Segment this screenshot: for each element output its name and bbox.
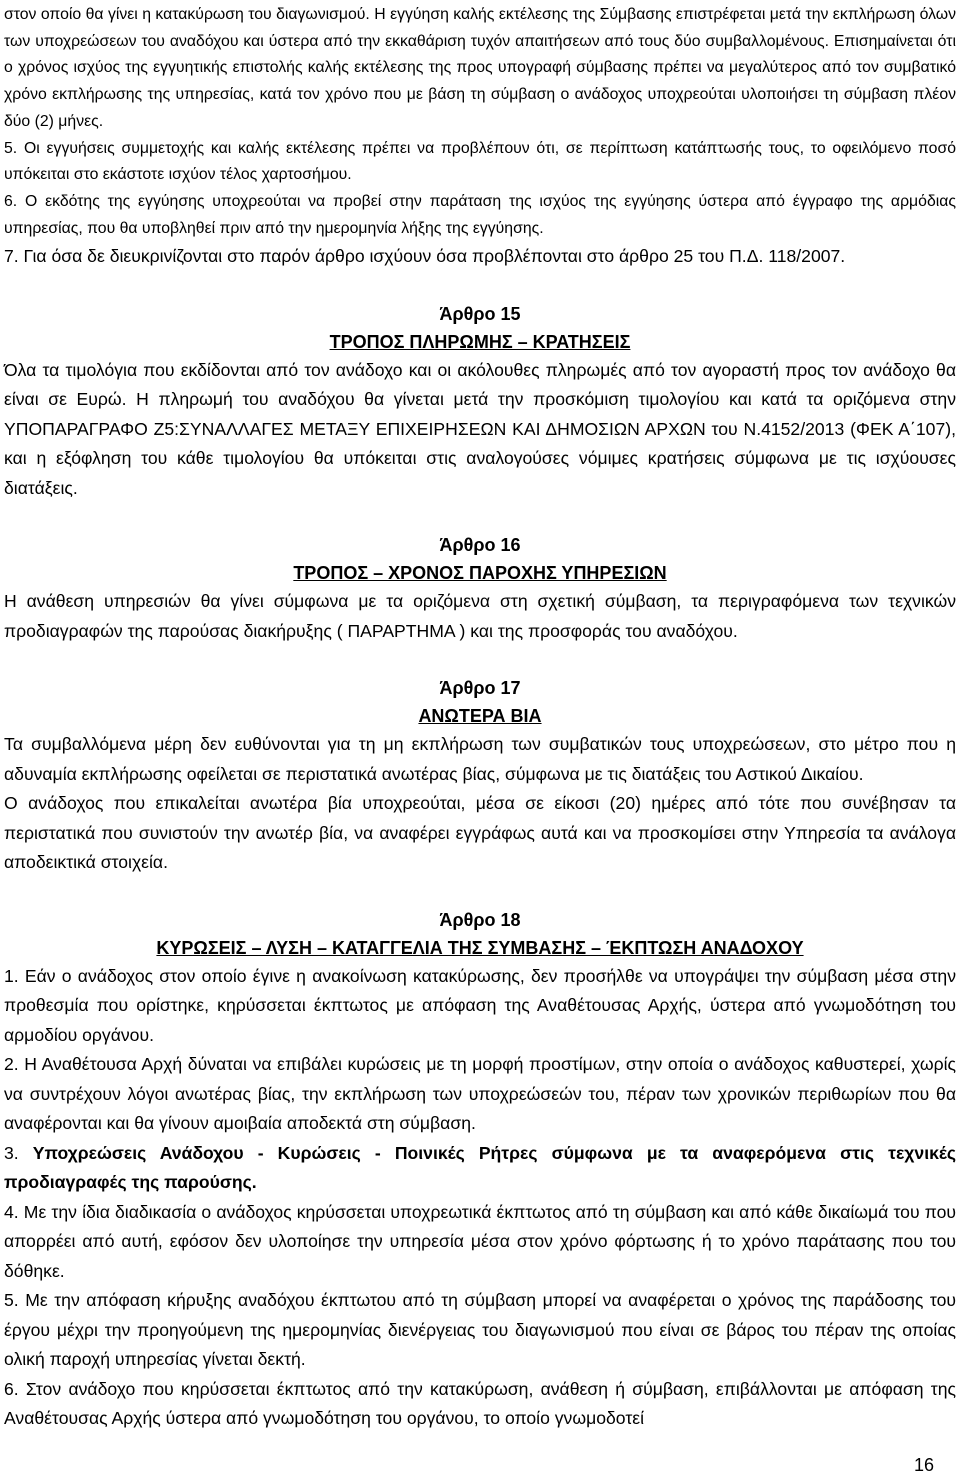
paragraph: στον οποίο θα γίνει η κατακύρωση του διαγωνισμού. Η εγγύηση καλής εκτέλεσης της Σύμβασης επιστρέφεται μετά την εκπλήρωση όλων των υποχρεώσεων του αναδόχου και ύστερα από την εκκαθάριση τυχόν απαιτήσεων από τους δύο συμβαλλομένους. Επισημαίνεται ότι ο χρόνος ισχύος της εγγυητικής επιστολής καλής εκτέλεσης της προς υπογραφή σύμβασης πρέπει να μεγαλύτερος από τον συμβατικό χρόνο εκπλήρωσης της υπηρεσίας, κατά τον χρόνο που με βάση τη σύμβαση ο ανάδοχος υποχρεούται υλοποιήσει τη σύμβαση πλέον δύο (2) μήνες. xyxy=(4,6,956,130)
article-number: Άρθρο 16 xyxy=(439,535,521,556)
paragraph: 7. Για όσα δε διευκρινίζονται στο παρόν άρθρο ισχύουν όσα προβλέπονται στο άρθρο 25 του Π.Δ. 118/2007. xyxy=(4,246,846,267)
paragraph: 4. Με την ίδια διαδικασία ο ανάδοχος κηρύσσεται υποχρεωτικά έκπτωτος από τη σύμβαση και από κάθε δικαίωμά του που απορρέει από αυτή, εφόσον δεν υλοποίησε την υπηρεσία μέσα στον χρόνο φόρτωσης ή το χρόνο παράτασης που του δόθηκε. xyxy=(4,1201,956,1281)
item-number: 3. xyxy=(4,1142,33,1163)
article-number: Άρθρο 17 xyxy=(439,678,521,699)
paragraph: 2. Η Αναθέτουσα Αρχή δύναται να επιβάλει κυρώσεις με τη μορφή προστίμων, στην οποία ο ανάδοχος καθυστερεί, χωρίς να συντρέχουν λόγοι ανωτέρας βίας, την εκπλήρωση των υποχρεώσεών του, πέραν των χρονικών περιθωρίων που θα αναφέρονται και θα γίνουν αμοιβαία αποδεκτά στη σύμβαση. xyxy=(4,1054,956,1134)
article-title: ΑΝΩΤΕΡΑ ΒΙΑ xyxy=(418,706,542,727)
paragraph: 6. Στον ανάδοχο που κηρύσσεται έκπτωτος από την κατακύρωση, ανάθεση ή σύμβαση, επιβάλλονται με απόφαση της Αναθέτουσας Αρχής ύστερα από γνωμοδότηση του οργάνου, το οποίο γνωμοδοτεί xyxy=(4,1378,956,1429)
paragraph: Τα συμβαλλόμενα μέρη δεν ευθύνονται για τη μη εκπλήρωση των συμβατικών τους υποχρεώσεων, στο μέτρο που η αδυναμία εκπλήρωσης οφείλεται σε περιστατικά ανωτέρας βίας, σύμφωνα με τις διατάξεις του Αστικού Δικαίου. xyxy=(4,734,956,784)
article-number: Άρθρο 18 xyxy=(439,909,521,930)
article-title: ΚΥΡΩΣΕΙΣ – ΛΥΣΗ – ΚΑΤΑΓΓΕΛΙΑ ΤΗΣ ΣΥΜΒΑΣΗΣ – ΈΚΠΤΩΣΗ ΑΝΑΔΟΧΟΥ xyxy=(156,937,804,958)
document-page xyxy=(4,2,956,1434)
paragraph: 5. Οι εγγυήσεις συμμετοχής και καλής εκτέλεσης πρέπει να προβλέπουν ότι, σε περίπτωση κατάπτωσής τους, το οφειλόμενο ποσό υπόκειται στο εκάστοτε ισχύον τέλος χαρτοσήμου. xyxy=(4,139,956,184)
page-number: 16 xyxy=(913,1455,934,1475)
article-number: Άρθρο 15 xyxy=(439,303,521,324)
bold-statement: Υποχρεώσεις Ανάδοχου - Κυρώσεις - Ποινικές Ρήτρες σύμφωνα με τα αναφερόμενα στις τεχνικές προδιαγραφές της παρούσης. xyxy=(4,1142,957,1193)
article-title: ΤΡΟΠΟΣ – ΧΡΟΝΟΣ ΠΑΡΟΧΗΣ ΥΠΗΡΕΣΙΩΝ xyxy=(293,563,667,584)
paragraph: 5. Με την απόφαση κήρυξης αναδόχου έκπτωτου από τη σύμβαση μπορεί να αναφέρεται ο χρόνος της παράδοσης του έργου μέχρι την προηγούμενη της ημερομηνίας διενέργειας του διαγωνισμού που είναι σε βάρος του πέραν της οποίας ολική παροχή υπηρεσίας γίνεται δεκτή. xyxy=(4,1290,956,1370)
paragraph: Ο ανάδοχος που επικαλείται ανωτέρα βία υποχρεούται, μέσα σε είκοσι (20) ημέρες από τότε που συνέβησαν τα περιστατικά που συνιστούν την ανωτέρ βία, να αναφέρει εγγράφως αυτά και να προσκομίσει στην Υπηρεσία τα ανάλογα αποδεικτικά στοιχεία. xyxy=(4,793,956,873)
paragraph: 6. Ο εκδότης της εγγύησης υποχρεούται να προβεί στην παράταση της ισχύος της εγγύησης ύστερα από έγγραφο της αρμόδιας υπηρεσίας, που θα υποβληθεί πριν από την ημερομηνία λήξης της εγγύησης. xyxy=(4,192,956,237)
article-title: ΤΡΟΠΟΣ ΠΛΗΡΩΜΗΣ – ΚΡΑΤΗΣΕΙΣ xyxy=(329,331,631,352)
paragraph: Όλα τα τιμολόγια που εκδίδονται από τον ανάδοχο και οι ακόλουθες πληρωμές από τον αγοραστή προς τον ανάδοχο θα είναι σε Ευρώ. Η πληρωμή του αναδόχου θα γίνεται μετά την προσκόμιση τιμολογίου και κατά τα οριζόμενα στην ΥΠΟΠΑΡΑΓΡΑΦΟ Ζ5:ΣΥΝΑΛΛΑΓΕΣ ΜΕΤΑΞΥ ΕΠΙΧΕΙΡΗΣΕΩΝ ΚΑΙ ΔΗΜΟΣΙΩΝ ΑΡΧΩΝ του Ν.4152/2013 (ΦΕΚ Α΄107), και η εξόφληση του κάθε τιμολογίου θα υπόκειται στις αναλογούσες νόμιμες κρατήσεις σύμφωνα με τις ισχύουσες διατάξεις. xyxy=(4,359,956,498)
paragraph: Η ανάθεση υπηρεσιών θα γίνει σύμφωνα με τα οριζόμενα στη σχετική σύμβαση, τα περιγραφόμενα των τεχνικών προδιαγραφών της παρούσας διακήρυξης ( ΠΑΡΑΡΤΗΜΑ ) και της προσφοράς του αναδόχου. xyxy=(4,591,956,641)
paragraph: 1. Εάν ο ανάδοχος στον οποίο έγινε η ανακοίνωση κατακύρωσης, δεν προσήλθε να υπογράψει την σύμβαση μέσα στην προθεσμία που ορίστηκε, κηρύσσεται έκπτωτος με απόφαση της Αναθέτουσας Αρχής, ύστερα από γνωμοδότηση του αρμοδίου οργάνου. xyxy=(4,965,956,1045)
paragraph xyxy=(4,1139,956,1198)
